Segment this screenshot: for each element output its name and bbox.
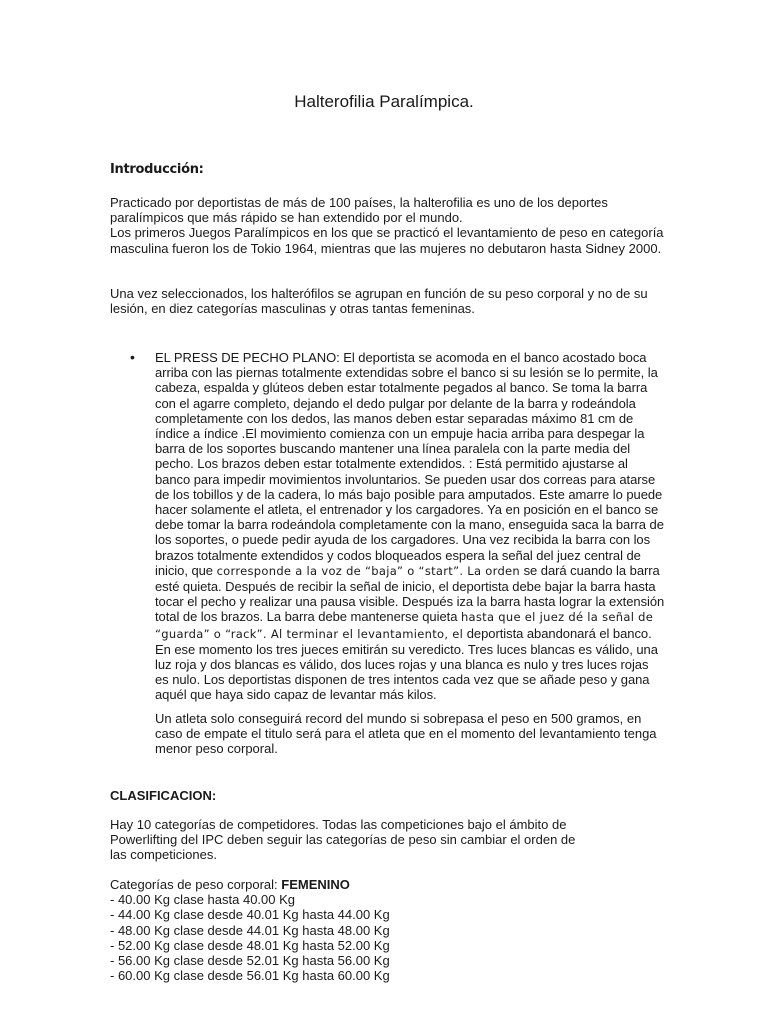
page-title: Halterofilia Paralímpica. <box>294 92 474 111</box>
bench-press-text-3: deportista abandonará el banco. En ese momento los tres jueces emitirán su veredicto. Tres luces blancas es válido, una luz roja y dos blancas es válido, dos luces rojas y una blanca es nulo y tres luces rojas es nulo. Los deportistas disponen de tres intentos cada vez que se añade peso y gana aquél que haya sido capaz de levantar más kilos. <box>155 625 658 703</box>
category-item: - 40.00 Kg clase hasta 40.00 Kg <box>110 892 296 908</box>
categories-gender: FEMENINO <box>281 877 350 892</box>
category-item: - 52.00 Kg clase desde 48.01 Kg hasta 52.00 Kg <box>110 937 390 953</box>
categories-heading <box>110 877 670 892</box>
category-item: - 56.00 Kg clase desde 52.01 Kg hasta 56.00 Kg <box>110 953 390 969</box>
bullet-icon: • <box>130 349 135 365</box>
intro-paragraph: Practicado por deportistas de más de 100 países, la halterofilia es uno de los deportes paralímpicos que más rápido se han extendido por el mundo. Los primeros Juegos Paralímpicos en los que se practicó el levantamiento de peso en categoría masculina fueron los de Tokio 1964, mientras que las mujeres no debutaron hasta Sidney 2000. <box>110 195 664 256</box>
category-item: - 48.00 Kg clase desde 44.01 Kg hasta 48.00 Kg <box>110 922 390 938</box>
bench-press-quote-1: corresponde a la voz de “baja” o “start”. La orden <box>216 563 521 578</box>
selection-paragraph: Una vez seleccionados, los halterófilos se agrupan en función de su peso corporal y no de su lesión, en diez categorías masculinas y otras tantas femeninas. <box>110 286 648 317</box>
classification-heading: CLASIFICACION: <box>110 788 217 803</box>
category-item: - 44.00 Kg clase desde 40.01 Kg hasta 44.00 Kg <box>110 907 390 923</box>
bench-press-text-2: se dará cuando la barra esté quieta. Después de recibir la señal de inicio, el deportista debe bajar la barra hasta tocar el pecho y realizar una pausa visible. Después iza la barra hasta lograr la extensión total de los brazos. La barra debe mantenerse quieta <box>155 562 665 625</box>
categories-label: Categorías de peso corporal: <box>110 877 282 892</box>
bench-press-paragraph <box>155 350 665 703</box>
record-paragraph: Un atleta solo conseguirá record del mundo si sobrepasa el peso en 500 gramos, en caso de empate el titulo será para el atleta que en el momento del levantamiento tenga menor peso corporal. <box>155 711 657 757</box>
classification-paragraph: Hay 10 categorías de competidores. Todas las competiciones bajo el ámbito de Powerlifting del IPC deben seguir las categorías de peso sin cambiar el orden de las competiciones. <box>110 817 576 863</box>
bench-press-text-1: EL PRESS DE PECHO PLANO: El deportista se acomoda en el banco acostado boca arriba con las piernas totalmente extendidas sobre el banco si su lesión se lo permite, la cabeza, espalda y glúteos deben estar totalmente pegados al banco. Se toma la barra con el agarre completo, dejando el dedo pulgar por delante de la barra y rodeándola completamente con los dedos, las manos deben estar separadas máximo 81 cm de índice a índice .El movimiento comienza con un empuje hacia arriba para despegar la barra de los soportes buscando mantener una línea paralela con la parte media del pecho. Los brazos deben estar totalmente extendidos. : Está permitido ajustarse al banco para impedir movimientos involuntarios. Se pueden usar dos correas para atarse de los tobillos y de la cadera, lo más bajo posible para amputados. Este amarre lo puede hacer solamente el atleta, el entrenador y los cargadores. Ya en posición en el banco se debe tomar la barra rodeándola completamente con la mano, enseguida saca la barra de los soportes, o puede pedir ayuda de los cargadores. Una vez recibida la barra con los brazos totalmente extendidos y codos bloqueados espera la señal del juez central de inicio, que <box>155 350 664 578</box>
bench-press-quote-2: hasta que el juez dé la señal de “guarda” o “rack”. Al terminar el levantamiento, el <box>155 610 654 641</box>
category-item: - 60.00 Kg clase desde 56.01 Kg hasta 60.00 Kg <box>110 968 390 984</box>
categories-list <box>110 877 670 983</box>
intro-heading: Introducción: <box>110 162 204 177</box>
